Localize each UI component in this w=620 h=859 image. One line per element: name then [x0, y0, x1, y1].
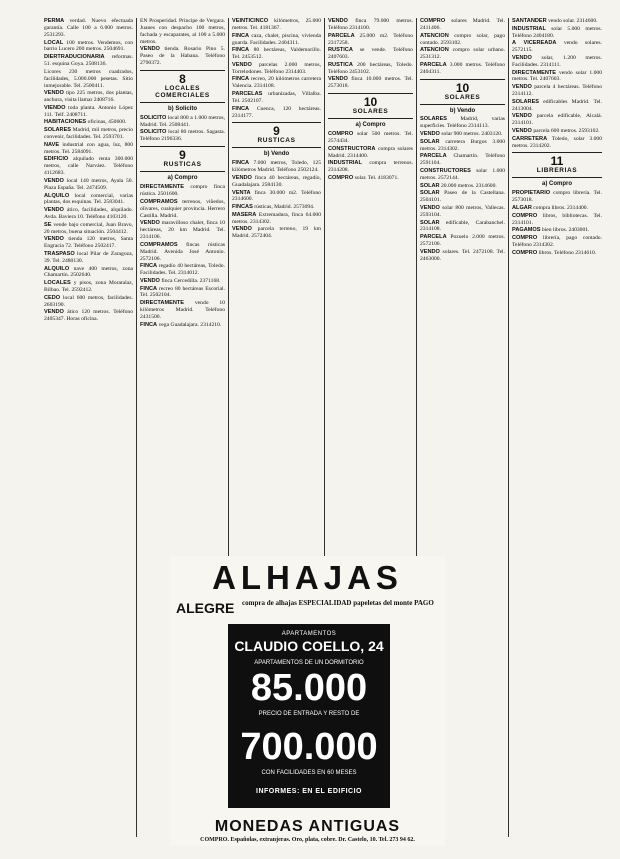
classified-ad-heading: FINCA — [232, 160, 250, 167]
classified-ad-heading: CONSTRUCTORA — [328, 145, 376, 152]
classified-ad — [512, 213, 602, 227]
classified-ad-text: EN Prosperidad. Principe de Vergara. Juanes con despacho 100 metros, fachada y escaparates, al 100 a 5.000 metros. — [140, 18, 225, 45]
classified-ad-text: urbanizadas, Villalba. Tel. 2502107. — [232, 91, 321, 104]
classified-ad-heading: PARCELA — [328, 32, 355, 39]
classified-ad-text: tienda 120 metros, Santa Engracia 72. Teléfono 2502417. — [44, 236, 133, 250]
classified-ad — [512, 235, 602, 249]
alegre-line — [176, 598, 439, 618]
section-subheader: b) Vendo — [449, 107, 476, 114]
classified-ad — [140, 286, 225, 300]
classified-ad-heading: VIENDO — [44, 104, 66, 111]
classified-ad — [44, 222, 133, 236]
classified-ad-text: kilómetros, 25.000 metros. Tel. 4181367. — [232, 18, 321, 31]
classified-ad-heading: FINCA — [232, 32, 250, 39]
section-header-librerias: 11 LIBRERIAS — [512, 152, 602, 178]
classified-ad-text: bien libros. 2403001. — [541, 227, 590, 234]
classified-ad — [420, 234, 505, 248]
classified-ad-text: local 600 metros, facilidades. 2603190. — [44, 294, 133, 308]
classified-ad-heading: INDUSTRIAL — [512, 25, 546, 32]
classified-ad-heading: PARCELAS — [232, 91, 263, 98]
classified-ad-text: local 140 metros, Ayala 50. Plaza España. Tel. 2474509. — [44, 177, 133, 191]
classified-ad — [420, 62, 505, 76]
classified-ad — [232, 226, 321, 240]
classified-ad — [44, 127, 133, 141]
classified-ad-text: Toledo, solar 3.000 metros. 2314202. — [512, 135, 602, 149]
classified-ad-text: compro solar urbano. 2531312. — [420, 47, 505, 61]
classified-ad-heading: MASERA — [232, 211, 257, 218]
classified-ad-text: Madrid, mil metros, precio convenir, facilidades. Tel. 2593701. — [44, 127, 133, 141]
classified-ad — [140, 18, 225, 46]
classified-ad-text: ático, facilidades, alquilado. Avda. Baviera 10. Teléfono 4103120. — [44, 207, 133, 221]
classified-ad-text: finca Cercedilla. 2371168. — [161, 277, 221, 284]
classified-ad-text: local comercial, varias plantas, dos esquinas. Tel. 2583041. — [44, 192, 133, 206]
classified-column-4 — [328, 18, 413, 558]
classified-ad — [140, 46, 225, 67]
classified-ad-heading: COMPRO — [512, 249, 538, 256]
classified-ad-heading: DIRECTAMENTE — [140, 184, 185, 191]
classified-ad — [420, 190, 505, 204]
classified-ad-heading: SOLARES — [420, 116, 448, 123]
classified-ad-heading: SOLAR — [420, 138, 440, 145]
classified-ad-heading: COMPRO — [420, 18, 446, 24]
classified-ad — [232, 204, 321, 211]
classified-ad — [328, 47, 413, 61]
classified-ad — [420, 139, 505, 153]
classified-ad-heading: VENDO — [512, 127, 532, 134]
classified-ad-text: maravilloso chalet, finca 10 hectáreas, 20 km Madrid. Tel. 2314106. — [140, 220, 225, 241]
classified-ad-text: vendo 10 kilómetros Madrid. Teléfono 2431500. — [140, 300, 225, 320]
classified-ad-text: alquilado renta 300.000 metros, calle Narváez. Teléfono 4112683. — [44, 156, 133, 177]
classified-ad-heading: PARCELA — [420, 234, 447, 241]
classified-ad-heading: VENDO — [232, 174, 252, 181]
classified-ad-heading: VENDO — [420, 131, 440, 138]
classified-ad-heading: NAVE — [44, 141, 60, 148]
classified-ad — [420, 116, 505, 130]
classified-ad-heading: CONSTRUCTORES — [420, 167, 471, 174]
classified-ad — [328, 33, 413, 47]
classified-ad-heading: FINCA — [140, 321, 158, 328]
classified-ad-heading: COMPRAMOS — [140, 198, 178, 205]
classified-ad-heading: VENDO — [328, 76, 348, 83]
classified-ad — [232, 190, 321, 204]
apartments-ad — [228, 624, 390, 808]
classified-ad-text: librería, pago contado. Teléfono 2314302. — [512, 234, 602, 248]
classified-ad-text: terrenos, viñedos, olivares, cualquier provincia. Herrero Castilla. Madrid. — [140, 198, 225, 219]
classified-ad-text: Chamartín. Teléfono 2591104. — [420, 153, 505, 167]
section-subheader: a) Compro — [355, 122, 386, 129]
classified-ad-heading: SOLARES — [512, 98, 540, 105]
classified-ad-heading: COMPRO — [328, 174, 354, 181]
classified-ad — [140, 242, 225, 263]
classified-ad-text: finca 30.000 m2. Teléfono 2314600. — [232, 189, 321, 203]
classified-ad — [44, 119, 133, 126]
section-subheader: a) Compro — [167, 175, 198, 182]
section-header-rusticas: 9 RUSTICAS — [140, 146, 225, 172]
classified-ad-heading: HABITACIONES — [44, 119, 87, 126]
classified-ad — [140, 129, 225, 143]
classified-ad-text: vendo solar. 2314600. — [548, 18, 598, 24]
classified-ad-heading: SOLAR — [420, 219, 440, 226]
classified-ad — [420, 18, 505, 32]
classified-ad — [44, 266, 133, 280]
classified-ad — [328, 131, 413, 145]
classified-ad-heading: INDUSTRIAL — [328, 160, 362, 167]
classified-ad-heading: DIRECTAMENTE — [140, 300, 185, 307]
classified-ad — [44, 295, 133, 309]
classified-ad — [328, 18, 413, 32]
classified-ad-text: rústicas, Madrid. 2573094. — [254, 204, 315, 211]
classified-ad-heading: FINCA — [140, 263, 158, 270]
classified-ad — [140, 278, 225, 285]
classified-ad-heading: VENTA — [232, 189, 251, 196]
classified-ad — [512, 18, 602, 25]
classified-ad — [44, 69, 133, 90]
classified-ad-text: recreo 80 hectáreas Escorial. Tel. 2502104. — [140, 285, 225, 299]
classified-ad-heading: VENDO — [512, 113, 532, 120]
classified-ad-heading: FINCA — [140, 285, 158, 292]
classified-ad — [420, 153, 505, 167]
classified-ad — [140, 115, 225, 129]
classified-ad-text: compra solares Madrid. 2314400. — [328, 145, 413, 159]
classified-ad-heading: LOCALES — [44, 280, 71, 287]
classified-ad-text: oficinas, 450600. — [87, 119, 127, 126]
classified-ad-text: finca 40 hectáreas, regadío, Guadalajara. 2584130. — [232, 174, 321, 188]
classified-ad-text: solar 500 metros. Tel. 2574434. — [328, 131, 413, 144]
classified-ad-text: vende bajo comercial, Juan Bravo, 20 metros, buena situación. 2504412. — [44, 221, 133, 235]
classified-ad-text: Pozuelo 2.000 metros. 2572106. — [420, 234, 505, 248]
classified-ad-heading: FINCA — [232, 47, 250, 54]
section-header-solares-vendo: 10 SOLARES — [420, 79, 505, 105]
classified-ad — [232, 47, 321, 61]
price-rest: 700.000 — [240, 726, 378, 768]
section-subheader: b) Vendo — [263, 151, 290, 158]
price-entry: 85.000 — [250, 667, 368, 709]
column-rule — [136, 18, 137, 837]
classified-column-2 — [140, 18, 225, 558]
classified-ad — [420, 168, 505, 182]
classified-ad-text: local Pilar de Zaragoza, 39. Tel. 2480130. — [44, 250, 133, 264]
classified-ad-text: industrial con agua, luz, 800 metros. Tel. 2584091. — [44, 141, 133, 155]
classified-ad — [328, 175, 413, 182]
classified-ad-heading: EDIFICIO — [44, 156, 69, 163]
classified-ad-heading: VENDO — [232, 226, 252, 233]
classified-ad-heading: PROPIETARIO — [512, 190, 551, 197]
classified-ad — [44, 105, 133, 119]
classified-ad-heading: FINCA — [232, 76, 250, 83]
classified-ad — [420, 220, 505, 234]
info-text: INFORMES: EN EL EDIFICIO — [256, 788, 362, 795]
classified-ad-text: libros. Teléfono 2314610. — [538, 249, 597, 256]
classified-ad-text: caza, chalet, piscina, vivienda guarda. Facilidades. 2404311. — [232, 32, 321, 46]
classified-ad — [44, 280, 133, 294]
classified-ad-heading: VENDO — [328, 18, 348, 24]
classified-ad-text: reformas. 51. esquina Goya. 2508136. — [44, 54, 133, 68]
classified-ad-heading: PARCELA — [420, 153, 447, 160]
classified-ad-text: 20.000 metros. 2314600. — [440, 182, 497, 189]
classified-ad — [232, 91, 321, 105]
alegre-tagline: compra de alhajas ESPECIALIDAD papeletas del monte PAGO — [242, 599, 434, 607]
section-header-rusticas-vendo: 9 RUSTICAS — [232, 122, 321, 148]
classified-ad — [512, 55, 602, 69]
classified-ad-heading: VENDO — [44, 177, 64, 184]
classified-ad — [44, 178, 133, 192]
classified-ad-heading: COMPRO — [512, 212, 538, 219]
classified-ad — [512, 26, 602, 40]
classified-ad-text: verdad. Nuevo efectuada garantía. Calle 100 a 6.000 metros. 2531293. — [44, 18, 133, 38]
classified-column-3 — [232, 18, 321, 558]
classified-ad-text: parcela 4 hectáreas. Teléfono 2314112. — [512, 84, 602, 98]
section-header-solares-compro: 10 SOLARES — [328, 93, 413, 119]
classified-ad-text: finca 79.000 metros. Teléfono 2314100. — [328, 18, 413, 31]
classified-ad — [512, 190, 602, 204]
classified-ad-text: regadío 40 hectáreas, Toledo. Facilidades. Tel. 2314012. — [140, 263, 225, 277]
classified-ad-text: parcelas 2.000 metros, Torrelodones. Teléfono 2314403. — [232, 61, 321, 75]
classified-ad-heading: SOLAR — [420, 182, 440, 189]
classified-ad-heading: SE — [44, 221, 52, 228]
classified-ad — [512, 70, 602, 84]
classified-ad-text: finca 10.000 metros. Tel. 2573018. — [328, 76, 413, 90]
street-name: CLAUDIO COELLO, 24 — [234, 638, 384, 654]
classified-ad-text: solar 900 metros. 2403120. — [441, 131, 503, 138]
classified-ad-text: solares. Tel. 2472108. Tel. 2463000. — [420, 248, 505, 262]
section-subheader: b) Solicito — [168, 105, 197, 112]
classified-ad — [232, 212, 321, 226]
classified-ad-heading: VENDO — [232, 61, 252, 68]
classified-ad-heading: TRASPASO — [44, 250, 75, 257]
classified-ad-text: recreo, 20 kilómetros carretera Valencia. 2314108. — [232, 76, 321, 90]
alhajas-title: ALHAJAS — [212, 559, 403, 596]
classified-ad — [44, 54, 133, 68]
classified-ad-heading: A VICEREADA — [512, 40, 557, 47]
classified-ad-text: Cuenca, 120 hectáreas. 2314177. — [232, 105, 321, 119]
price-middle-text: PRECIO DE ENTRADA Y RESTO DE — [258, 711, 360, 717]
classified-ad — [44, 40, 133, 54]
classified-ad-text: toda planta. Antonio López 111. Telf. 2408711. — [44, 104, 133, 118]
classified-ad-heading: SANTANDER — [512, 18, 547, 24]
classified-ad — [44, 236, 133, 250]
classified-ad — [44, 309, 133, 323]
classified-ad-heading: VENDO — [44, 309, 64, 316]
classified-column-6 — [512, 18, 602, 838]
classified-ad-text: parcela 600 metros. 2593102. — [533, 127, 600, 134]
classified-ad — [140, 184, 225, 198]
classified-ad-heading: COMPRO — [512, 234, 538, 241]
classified-ad — [232, 62, 321, 76]
classified-ad — [512, 250, 602, 257]
classified-ad — [512, 40, 602, 54]
classified-ad-heading: VENDO — [512, 84, 532, 91]
classified-ad — [232, 33, 321, 47]
classified-ad-heading: SOLAR — [420, 190, 440, 197]
coins-title: MONEDAS ANTIGUAS — [214, 818, 401, 835]
classified-ad — [232, 18, 321, 32]
classified-ad-heading: FINCA — [232, 105, 250, 112]
classified-ad-text: compro librería. Tel. 2573018. — [512, 190, 602, 204]
classified-ad-heading: CARRETERA — [512, 135, 548, 142]
classified-ad-heading: COMPRO — [328, 131, 354, 138]
classified-ad — [140, 220, 225, 241]
classified-ad-heading: VENDO — [140, 220, 160, 227]
classified-ad — [44, 18, 133, 39]
classified-ad-heading: CEDO — [44, 294, 61, 301]
classified-ad-text: vendo solares. 2572115. — [512, 40, 602, 54]
classified-ad-text: compra terrenos. 2314208. — [328, 160, 413, 174]
classified-ad-heading: SOLICITO — [140, 114, 167, 121]
classified-ad — [512, 99, 602, 113]
classified-ad — [44, 193, 133, 207]
classified-ad-heading: FINCAS — [232, 204, 253, 211]
classified-ad-heading: PAGAMOS — [512, 227, 541, 234]
classified-ad-text: vendo solar 1.000 metros. Tel. 2407603. — [512, 69, 602, 83]
classified-ad — [232, 160, 321, 174]
classified-ad — [328, 146, 413, 160]
classified-ad — [420, 205, 505, 219]
classified-ad-text: solar. Tel. 4183071. — [354, 174, 399, 181]
classified-ad-text: 100 metros. Vendemos, con barrio Lucero 200 metros. 2504691. — [44, 39, 133, 53]
apartments-subtitle: APARTAMENTOS DE UN DORMITORIO — [254, 660, 364, 666]
classified-ad-text: compra libros. 2314400. — [533, 204, 588, 211]
classified-ad-heading: VENDO — [44, 207, 64, 214]
classified-ad — [512, 84, 602, 98]
classified-ad-text: 25.000 m2. Teléfono 2317258. — [328, 32, 413, 46]
advertisement-block — [170, 556, 445, 846]
classified-ad — [420, 249, 505, 263]
classified-ad — [420, 33, 505, 47]
classified-ad-text: compro finca rústica. 2501600. — [140, 184, 225, 197]
classified-ad-text: Licores 230 metros cuadrados, facilidades, 5.000.000 pesetas. Sitio inmejorable. Tel. 2500411. — [44, 68, 133, 89]
classified-ad-heading: VENDO — [44, 90, 64, 97]
classified-ad-text: 7.000 metros, Toledo, 125 kilómetros Madrid. Teléfono 2502124. — [232, 160, 321, 174]
classified-ad-heading: SOLICITO — [140, 129, 167, 136]
classified-column-1 — [44, 18, 133, 838]
classified-ad — [140, 300, 225, 321]
classified-ad — [232, 106, 321, 120]
classified-ad-text: Madrid, varias superficies. Teléfono 2314113. — [420, 116, 505, 130]
classified-ad — [44, 251, 133, 265]
classified-ad — [328, 160, 413, 174]
classified-ad — [232, 76, 321, 90]
classified-ad — [328, 62, 413, 76]
classified-ad-heading: VENDO — [44, 236, 64, 243]
classified-ad-text: 3.000 metros. Teléfono 2404311. — [420, 61, 505, 75]
classified-ad — [512, 205, 602, 212]
classified-ad-heading: VEINTICINCO — [232, 18, 269, 24]
classified-ad — [44, 156, 133, 177]
classified-ad-heading: ATENCION — [420, 47, 449, 54]
classified-ad-text: edificables Madrid. Tel. 2413004. — [512, 98, 602, 112]
classified-ad-text: solar 800 metros, Vallecas. 2593104. — [420, 204, 505, 218]
classified-ad-heading: DIERTRADUCIONARIA — [44, 54, 105, 61]
classified-ad-text: tipo 225 metros, dos plantas, anchura, visita llamar 2408716. — [44, 90, 133, 104]
classified-ad — [512, 113, 602, 127]
alegre-brand: ALEGRE — [176, 600, 235, 616]
classified-ad-heading: VENDO — [420, 248, 440, 255]
classified-ad-heading: VENDO — [140, 46, 160, 53]
classified-ad-text: local 80 metros. Sagasta. Teléfono 2196336. — [140, 129, 225, 143]
classified-ad-text: 200 hectáreas, Toledo. Teléfono 2453102. — [328, 61, 413, 75]
classified-ad-text: local 800 a 1.000 metros, Madrid. Tel. 2508441. — [140, 114, 225, 128]
classified-ad — [420, 47, 505, 61]
classified-ad-text: carretera Burgos 3.000 metros. 2314302. — [420, 138, 505, 152]
classified-ad-heading: PERMA — [44, 18, 65, 24]
facilities-text: CON FACILIDADES EN 60 MESES — [261, 770, 357, 776]
classified-ad — [44, 90, 133, 104]
classified-ad-text: nave 400 metros, zona Chamartín. 2502640. — [44, 265, 133, 279]
column-rule — [508, 18, 509, 837]
classified-ad — [512, 136, 602, 150]
classified-ad-text: solares Madrid. Tel. 2411406. — [420, 18, 505, 31]
classified-ad-heading: ATENCION — [420, 32, 449, 39]
classified-ad-text: parcela edificable, Alcalá. 2314101. — [512, 113, 602, 127]
classified-ad-heading: ALGAR — [512, 204, 532, 211]
classified-ad-heading: COMPRAMOS — [140, 241, 178, 248]
classified-ad-heading: ALQUILO — [44, 265, 70, 272]
classified-ad-text: Extremadura, finca 64.000 metros. 2314302. — [232, 211, 321, 225]
classified-ad-heading: RUSTICA — [328, 61, 353, 68]
classified-ad-text: ático 120 metros. Teléfono 2405347. Horas oficina. — [44, 309, 133, 323]
classified-ad-heading: ALQUILO — [44, 192, 70, 199]
classified-ad-heading: VENDO — [140, 277, 160, 284]
classified-ad — [140, 322, 225, 329]
classified-ad-text: solar 5.000 metros. Teléfono 2404180. — [512, 25, 602, 39]
classified-ad-text: fincas rústicas Madrid. Avenida José Antonio. 2572106. — [140, 241, 225, 262]
classified-ad-text: se vende. Teléfono 2407603. — [328, 47, 413, 61]
classified-ad — [232, 175, 321, 189]
classified-ad-heading: VENDO — [512, 54, 532, 61]
classified-ad-text: vega Guadalajara. 2314210. — [158, 321, 222, 328]
classified-ad-text: y pisos, zona Moratalaz, Bilbao. Tel. 2592412. — [44, 280, 133, 294]
classified-ad — [512, 227, 602, 234]
classified-ad-text: solar, 1.200 metros. Facilidades. 2314111. — [512, 54, 602, 68]
classified-ad-heading: LOCAL — [44, 39, 64, 46]
classified-ad — [512, 128, 602, 135]
classified-ad — [420, 131, 505, 138]
classified-ad-heading: DIRECTAMENTE — [512, 69, 557, 76]
classified-ad — [140, 263, 225, 277]
classified-ad-text: 80 hectáreas, Valdemorillo. Tel. 2453512. — [232, 47, 321, 61]
classified-ad-text: edificable, Carabanchel. 2314108. — [420, 219, 505, 233]
classified-ad — [44, 207, 133, 221]
coins-text: COMPRO. Españolas, extranjeras. Oro, plata, cobre. Dr. Castelo, 10. Tel. 273 94 62. — [200, 837, 415, 843]
classified-ad — [140, 199, 225, 220]
classified-ad-heading: SOLARES — [44, 127, 72, 134]
classified-ad-text: solar 1.000 metros. 2572144. — [420, 167, 505, 181]
classified-ad-heading: PARCELA — [420, 61, 447, 68]
classified-ad — [328, 76, 413, 90]
classified-ad-heading: RUSTICA — [328, 47, 353, 54]
section-header-locales: 8 LOCALES COMERCIALES — [140, 70, 225, 103]
classified-ad-text: Paseo de la Castellana. 2504101. — [420, 190, 505, 204]
classified-ad — [420, 183, 505, 190]
classified-ad-text: libros, bibliotecas. Tel. 2314101. — [512, 212, 602, 226]
classified-ad-text: tienda. Rosario Pino 5. Paseo de la Habana. Teléfono 2790372. — [140, 46, 225, 67]
apartments-label: APARTAMENTOS — [281, 631, 337, 637]
classified-ad — [44, 142, 133, 156]
classified-ad-heading: VENDO — [420, 204, 440, 211]
classified-ad-text: compro solar, pago contado. 2593102. — [420, 32, 505, 46]
section-subheader: a) Compro — [542, 181, 572, 188]
classified-ad-text: parcela terreno, 19 km Madrid. 2572404. — [232, 226, 321, 240]
